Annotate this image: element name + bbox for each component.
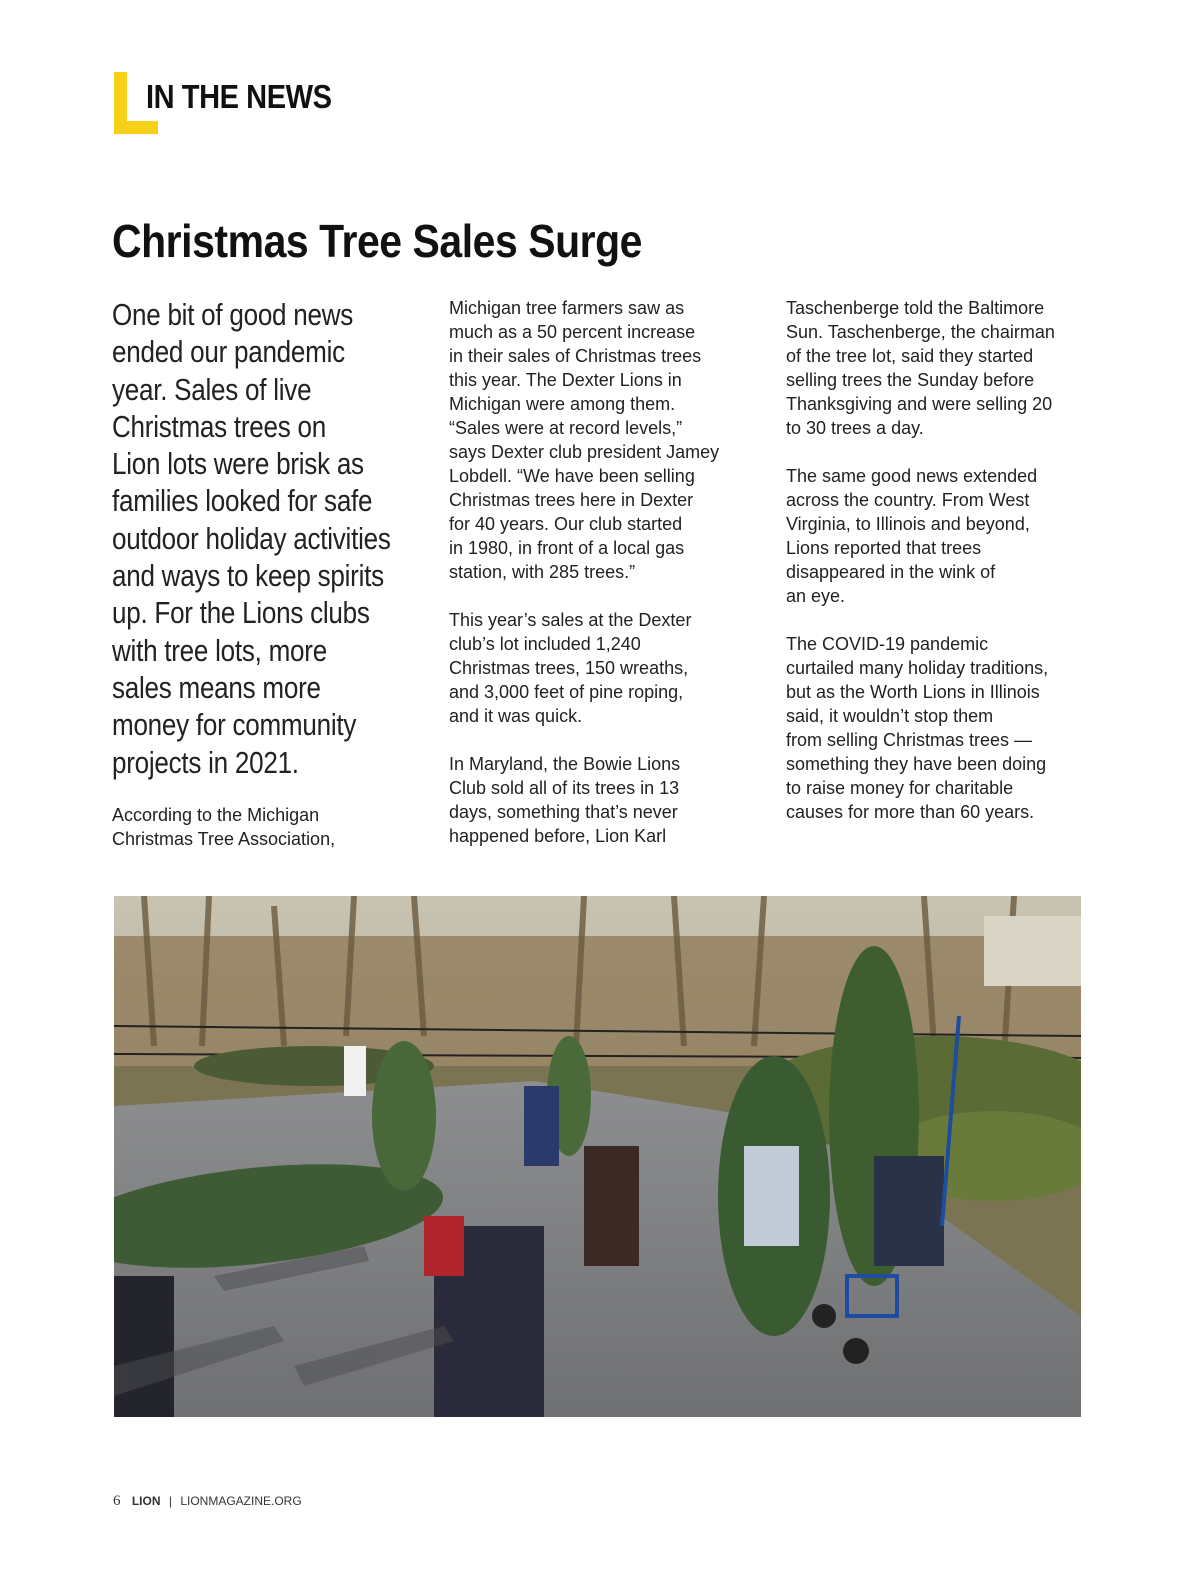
- body-line: station, with 285 trees.”: [449, 562, 636, 582]
- body-line: causes for more than 60 years.: [786, 802, 1035, 822]
- article-headline: Christmas Tree Sales Surge: [112, 215, 643, 267]
- body-line: for 40 years. Our club started: [449, 514, 683, 534]
- body-line: Lobdell. “We have been selling: [449, 466, 695, 486]
- body-line: Christmas trees, 150 wreaths,: [449, 658, 689, 678]
- body-line: and it was quick.: [449, 706, 583, 726]
- body-line: Christmas Tree Association,: [112, 828, 336, 849]
- body-line: days, something that’s never: [449, 802, 678, 822]
- body-line: The same good news extended: [786, 466, 1038, 486]
- body-line: said, it wouldn’t stop them: [786, 706, 994, 726]
- body-line: In Maryland, the Bowie Lions: [449, 754, 681, 774]
- section-label: IN THE NEWS: [146, 78, 332, 115]
- body-paragraph: [786, 296, 1096, 440]
- section-header: [114, 72, 414, 134]
- article-photo: [114, 896, 1081, 1417]
- footer-brand: LION: [131, 1494, 161, 1508]
- article-column-3: [786, 296, 1096, 824]
- body-line: this year. The Dexter Lions in: [449, 370, 682, 390]
- body-line: club’s lot included 1,240: [449, 634, 641, 654]
- page-number: 6: [113, 1493, 121, 1509]
- body-line: from selling Christmas trees —: [786, 730, 1033, 750]
- body-line: Lions reported that trees: [786, 538, 982, 558]
- lead-line: year. Sales of live: [112, 371, 312, 407]
- lead-paragraph: [112, 296, 422, 781]
- body-paragraph: [112, 803, 422, 851]
- body-line: curtailed many holiday traditions,: [786, 658, 1049, 678]
- body-line: in their sales of Christmas trees: [449, 346, 702, 366]
- footer-site-link[interactable]: LIONMAGAZINE.ORG: [180, 1494, 302, 1508]
- body-line: of the tree lot, said they started: [786, 346, 1034, 366]
- article-column-1: [112, 296, 422, 851]
- body-line: across the country. From West: [786, 490, 1030, 510]
- body-line: Virginia, to Illinois and beyond,: [786, 514, 1030, 534]
- lead-line: Lion lots were brisk as: [112, 446, 364, 482]
- body-line: to 30 trees a day.: [786, 418, 924, 438]
- body-line: The COVID-19 pandemic: [786, 634, 989, 654]
- lead-line: ended our pandemic: [112, 334, 345, 370]
- body-paragraph: [786, 464, 1096, 608]
- lead-line: and ways to keep spirits: [112, 558, 384, 594]
- body-line: says Dexter club president Jamey: [449, 442, 720, 462]
- body-line: much as a 50 percent increase: [449, 322, 696, 342]
- footer-separator: |: [168, 1494, 172, 1508]
- body-line: an eye.: [786, 586, 846, 606]
- article-column-2: [449, 296, 761, 848]
- body-line: disappeared in the wink of: [786, 562, 996, 582]
- body-line: to raise money for charitable: [786, 778, 1014, 798]
- body-line: “Sales were at record levels,”: [449, 418, 683, 438]
- lead-line: up. For the Lions clubs: [112, 595, 370, 631]
- body-line: in 1980, in front of a local gas: [449, 538, 685, 558]
- lead-line: sales means more: [112, 669, 321, 705]
- body-line: This year’s sales at the Dexter: [449, 610, 692, 630]
- body-line: selling trees the Sunday before: [786, 370, 1035, 390]
- lead-line: with tree lots, more: [112, 632, 327, 668]
- body-line: but as the Worth Lions in Illinois: [786, 682, 1040, 702]
- lead-line: money for community: [112, 707, 357, 743]
- body-paragraph: [449, 608, 761, 728]
- lead-line: Christmas trees on: [112, 408, 326, 444]
- body-line: something they have been doing: [786, 754, 1047, 774]
- body-paragraph: [786, 632, 1096, 824]
- body-paragraph: [449, 752, 761, 848]
- body-line: Taschenberge told the Baltimore: [786, 298, 1045, 318]
- body-line: Michigan were among them.: [449, 394, 676, 414]
- body-line: and 3,000 feet of pine roping,: [449, 682, 684, 702]
- body-line: Christmas trees here in Dexter: [449, 490, 694, 510]
- body-line: Thanksgiving and were selling 20: [786, 394, 1053, 414]
- body-line: Sun. Taschenberge, the chairman: [786, 322, 1055, 342]
- lead-line: projects in 2021.: [112, 744, 299, 780]
- body-line: According to the Michigan: [112, 804, 320, 825]
- body-paragraph: [449, 296, 761, 584]
- body-line: happened before, Lion Karl: [449, 826, 667, 846]
- body-line: Michigan tree farmers saw as: [449, 298, 685, 318]
- body-line: Club sold all of its trees in 13: [449, 778, 680, 798]
- lead-line: families looked for safe: [112, 483, 373, 519]
- lead-line: One bit of good news: [112, 297, 354, 332]
- page-footer: [113, 1493, 302, 1510]
- lead-line: outdoor holiday activities: [112, 520, 391, 556]
